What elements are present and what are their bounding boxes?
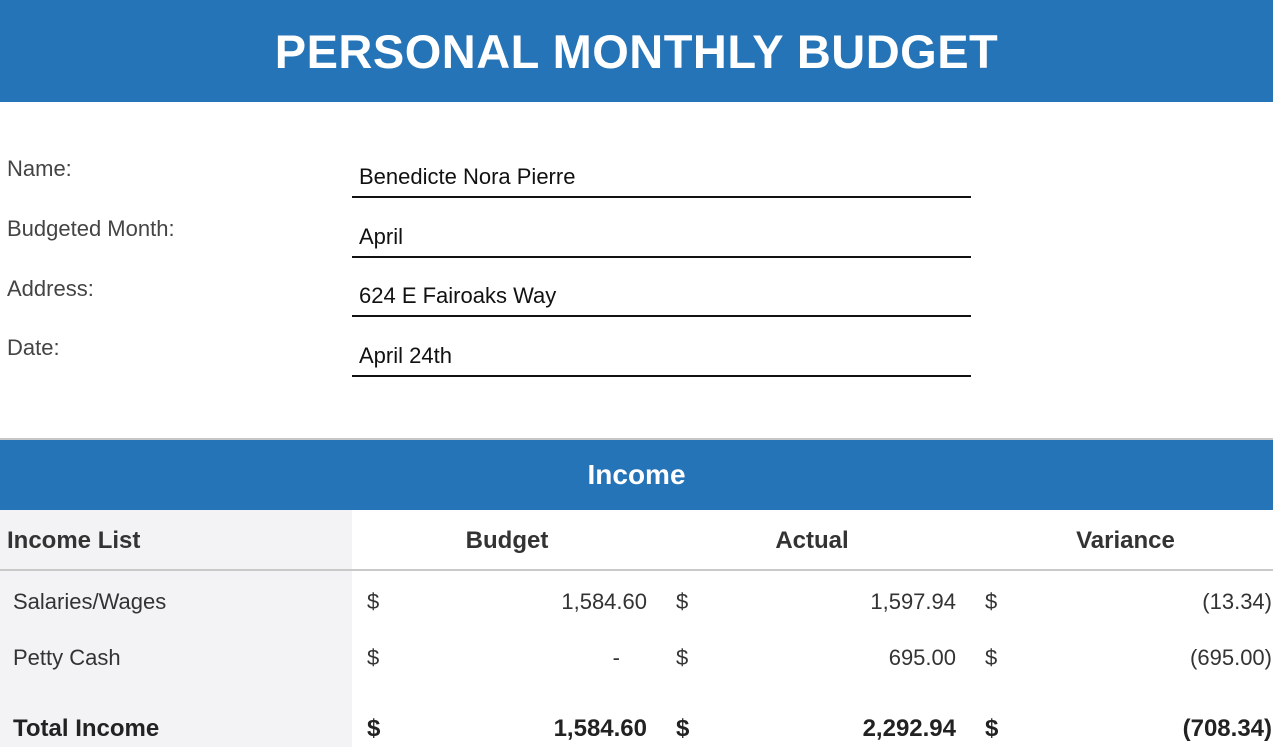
column-header-income-list: Income List (7, 527, 141, 554)
title-banner (0, 0, 1273, 102)
name-field[interactable]: Benedicte Nora Pierre (352, 162, 971, 198)
page-title: PERSONAL MONTHLY BUDGET (274, 24, 999, 78)
variance-value: (695.00) (1190, 645, 1272, 670)
income-item-label: Petty Cash (13, 645, 121, 670)
actual-currency: $ (676, 645, 689, 670)
total-actual-value: 2,292.94 (862, 715, 956, 742)
actual-value[interactable]: 1,597.94 (870, 589, 956, 614)
budget-value[interactable]: 1,584.60 (561, 589, 647, 614)
date-field[interactable]: April 24th (352, 341, 971, 377)
budget-currency: $ (367, 589, 380, 614)
total-actual-currency: $ (676, 715, 690, 742)
income-item-label: Salaries/Wages (13, 589, 167, 614)
address-label: Address: (7, 276, 94, 301)
date-label: Date: (7, 335, 60, 360)
column-header-budget: Budget (465, 527, 549, 554)
name-label: Name: (7, 156, 72, 181)
total-variance-currency: $ (985, 715, 999, 742)
budget-currency: $ (367, 645, 380, 670)
budgeted-month-label: Budgeted Month: (7, 216, 175, 241)
budget-value[interactable]: - (612, 645, 620, 670)
address-field[interactable]: 624 E Fairoaks Way (352, 281, 971, 317)
variance-value: (13.34) (1202, 589, 1272, 614)
column-header-variance: Variance (1076, 527, 1175, 554)
income-section-title: Income (587, 459, 686, 490)
actual-value[interactable]: 695.00 (888, 645, 956, 670)
total-variance-value: (708.34) (1182, 715, 1272, 742)
variance-currency: $ (985, 589, 998, 614)
total-budget-value: 1,584.60 (553, 715, 647, 742)
income-column-headers (0, 510, 1273, 571)
total-budget-currency: $ (367, 715, 381, 742)
budgeted-month-field[interactable]: April (352, 222, 971, 258)
actual-currency: $ (676, 589, 689, 614)
total-income-label: Total Income (13, 715, 160, 742)
column-header-actual: Actual (775, 527, 849, 554)
income-section-header (0, 438, 1273, 510)
variance-currency: $ (985, 645, 998, 670)
